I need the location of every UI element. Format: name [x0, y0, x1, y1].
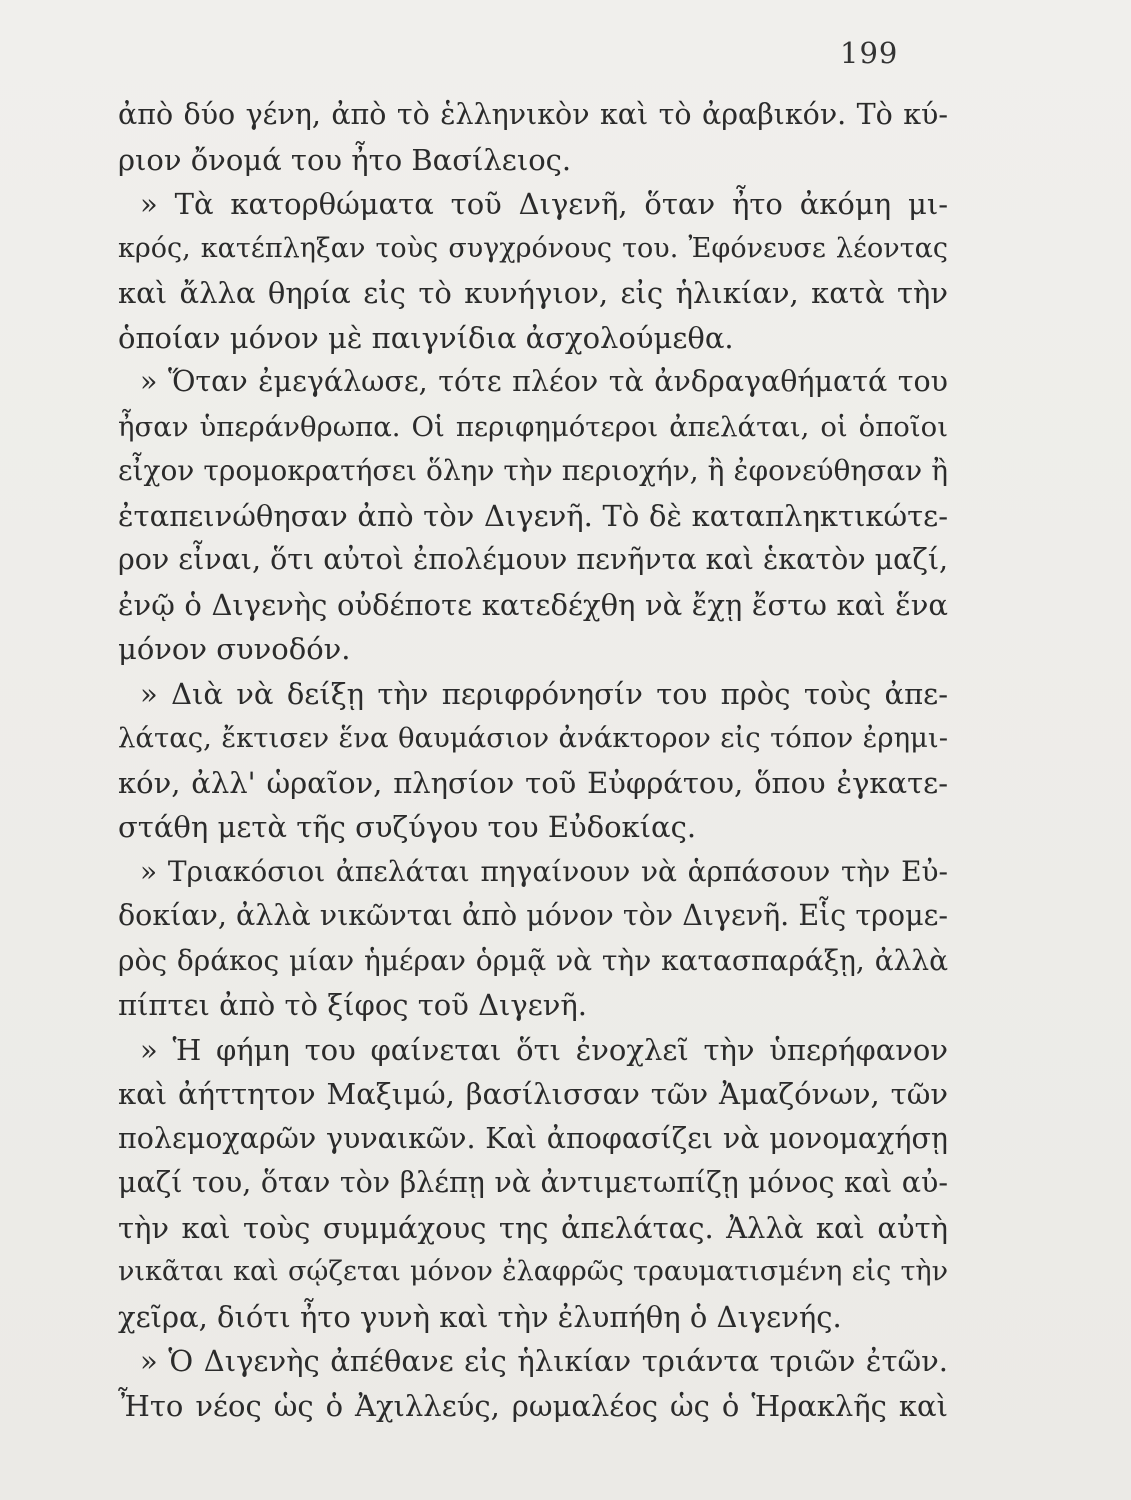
text-line: μόνον συνοδόν.	[118, 632, 351, 666]
text-line: κόν, ἀλλ' ὡραῖον, πλησίον τοῦ Εὐφράτου, ὅπου ἐγκατε-	[118, 765, 948, 800]
text-line: πολεμοχαρῶν γυναικῶν. Καὶ ἀποφασίζει νὰ μονομαχήσῃ	[118, 1121, 948, 1155]
text-line: τὴν καὶ τοὺς συμμάχους της ἀπελάτας. Ἀλλὰ καὶ αὐτὴ	[118, 1210, 948, 1245]
page-number: 199	[840, 36, 899, 70]
text-line: καὶ ἀήττητον Μαξιμώ, βασίλισσαν τῶν Ἀμαζόνων, τῶν	[118, 1077, 948, 1111]
text-line: ρὸς δράκος μίαν ἡμέραν ὁρμᾷ νὰ τὴν κατασπαράξῃ, ἀλλὰ	[118, 943, 948, 977]
text-line: ρον εἶναι, ὅτι αὐτοὶ ἐπολέμουν πενῆντα καὶ ἑκατὸν μαζί,	[118, 543, 949, 576]
text-line: λάτας, ἔκτισεν ἕνα θαυμάσιον ἀνάκτορον εἰς τόπον ἐρημι-	[118, 722, 948, 754]
text-line: δοκίαν, ἀλλὰ νικῶνται ἀπὸ μόνον τὸν Διγενῆ. Εἷς τρομε-	[118, 899, 948, 932]
text-line: καὶ ἄλλα θηρία εἰς τὸ κυνήγιον, εἰς ἡλικίαν, κατὰ τὴν	[118, 276, 948, 310]
text-line: Ἦτο νέος ὡς ὁ Ἀχιλλεύς, ρωμαλέος ὡς ὁ Ἡρακλῆς καὶ	[118, 1388, 948, 1423]
text-line: » Τριακόσιοι ἀπελάται πηγαίνουν νὰ ἁρπάσουν τὴν Εὐ-	[140, 854, 948, 888]
text-line: ἀπὸ δύο γένη, ἀπὸ τὸ ἑλληνικὸν καὶ τὸ ἀραβικόν. Τὸ κύ-	[118, 98, 948, 131]
text-line: κρός, κατέπληξαν τοὺς συγχρόνους του. Ἐφόνευσε λέοντας	[118, 232, 948, 264]
text-line: ριον ὄνομά του ἦτο Βασίλειος.	[118, 142, 572, 177]
body-text	[118, 93, 948, 1428]
text-line: νικᾶται καὶ σῴζεται μόνον ἐλαφρῶς τραυματισμένη εἰς τὴν	[118, 1256, 948, 1287]
text-line: χεῖρα, διότι ἦτο γυνὴ καὶ τὴν ἐλυπήθη ὁ Διγενής.	[118, 1299, 842, 1334]
text-line: » Διὰ νὰ δείξῃ τὴν περιφρόνησίν του πρὸς τοὺς ἀπε-	[140, 676, 948, 711]
text-line: ἐνῷ ὁ Διγενὴς οὐδέποτε κατεδέχθη νὰ ἔχῃ ἔστω καὶ ἕνα	[118, 587, 948, 622]
text-line: ὁποίαν μόνον μὲ παιγνίδια ἀσχολούμεθα.	[118, 320, 734, 355]
text-line: πίπτει ἀπὸ τὸ ξίφος τοῦ Διγενῆ.	[118, 988, 587, 1022]
text-line: » Ἡ φήμη του φαίνεται ὅτι ἐνοχλεῖ τὴν ὑπερήφανον	[140, 1032, 948, 1067]
text-line: » Ὁ Διγενὴς ἀπέθανε εἰς ἡλικίαν τριάντα τριῶν ἐτῶν.	[140, 1344, 948, 1378]
text-line: εἶχον τρομοκρατήσει ὅλην τὴν περιοχήν, ἢ ἐφονεύθησαν ἢ	[118, 454, 948, 487]
text-line: » Ὅταν ἐμεγάλωσε, τότε πλέον τὰ ἀνδραγαθήματά του	[140, 365, 948, 398]
text-line: ἦσαν ὑπεράνθρωπα. Οἱ περιφημότεροι ἀπελάται, οἱ ὁποῖοι	[118, 410, 948, 443]
text-line: στάθη μετὰ τῆς συζύγου του Εὐδοκίας.	[118, 810, 697, 844]
text-line: ἐταπεινώθησαν ἀπὸ τὸν Διγενῆ. Τὸ δὲ καταπληκτικώτε-	[118, 498, 948, 533]
text-line: μαζί του, ὅταν τὸν βλέπῃ νὰ ἀντιμετωπίζῃ μόνος καὶ αὐ-	[118, 1166, 948, 1199]
text-line: » Τὰ κατορθώματα τοῦ Διγενῆ, ὅταν ἦτο ἀκόμη μι-	[140, 187, 948, 221]
